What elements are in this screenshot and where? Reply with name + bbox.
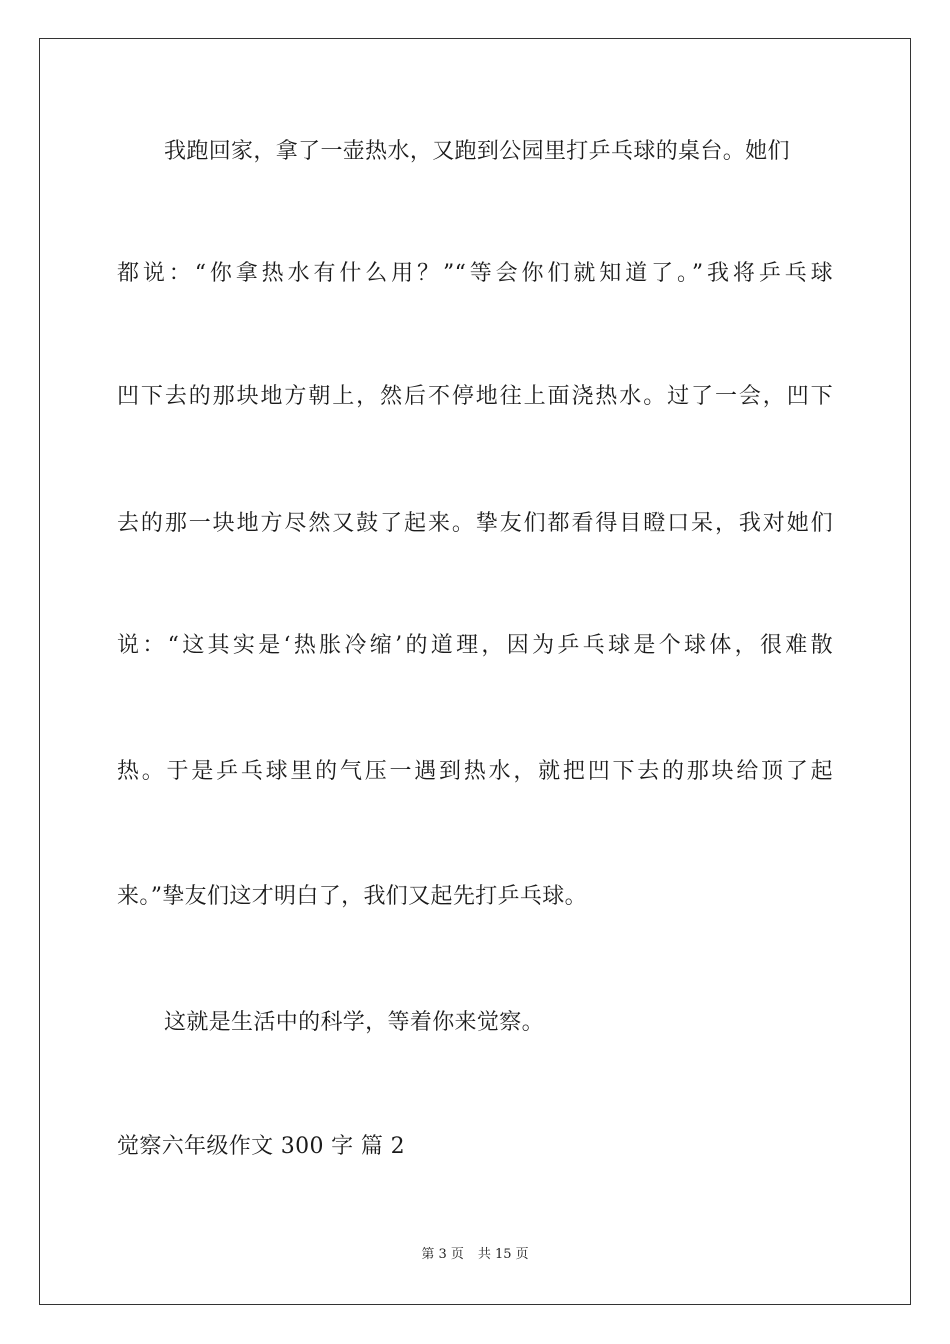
- closing-paragraph: 这就是生活中的科学，等着你来觉察。: [164, 1010, 544, 1035]
- paragraph-line-5: 说：“这其实是‘热胀冷缩’的道理，因为乒乓球是个球体，很难散: [117, 633, 833, 658]
- paragraph-line-6: 热。于是乒乓球里的气压一遇到热水，就把凹下去的那块给顶了起: [117, 759, 833, 784]
- paragraph-line-7: 来。”挚友们这才明白了，我们又起先打乒乓球。: [117, 884, 587, 909]
- paragraph-line-1: 我跑回家，拿了一壶热水，又跑到公园里打乒乓球的桌台。她们: [164, 139, 790, 164]
- page-footer: [0, 1246, 950, 1264]
- page-number: 第 3 页: [421, 1247, 464, 1262]
- section-heading: 觉察六年级作文 300 字 篇 2: [117, 1134, 405, 1159]
- paragraph-line-2: 都说：“你拿热水有什么用？”“等会你们就知道了。”我将乒乓球: [117, 261, 833, 286]
- page-frame: [39, 38, 911, 1305]
- paragraph-line-4: 去的那一块地方尽然又鼓了起来。挚友们都看得目瞪口呆，我对她们: [117, 511, 833, 536]
- paragraph-line-3: 凹下去的那块地方朝上，然后不停地往上面浇热水。过了一会，凹下: [117, 384, 833, 409]
- page-total: 共 15 页: [477, 1247, 529, 1262]
